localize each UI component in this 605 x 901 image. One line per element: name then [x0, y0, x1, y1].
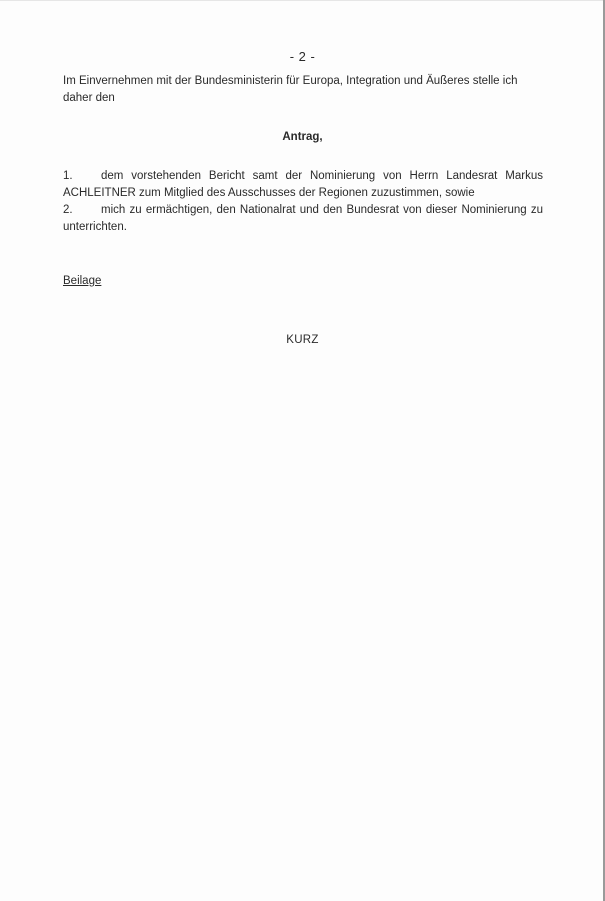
signature: KURZ	[286, 334, 319, 346]
page-number: - 2 -	[289, 49, 316, 64]
motion-item-1	[63, 168, 543, 202]
motion-item-line: ACHLEITNER zum Mitglied des Ausschusses der Regionen zuzustimmen, sowie	[63, 187, 475, 199]
motion-item-line: dem vorstehenden Bericht samt der Nominierung von Herrn Landesrat Markus	[101, 170, 543, 182]
intro-paragraph: Im Einvernehmen mit der Bundesministerin für Europa, Integration und Äußeres stelle ich daher den	[63, 75, 518, 104]
page-top-edge	[0, 0, 605, 1]
motion-heading: Antrag,	[282, 131, 323, 143]
motion-item-line: unterrichten.	[63, 221, 127, 233]
motion-item-number: 2.	[63, 204, 73, 216]
motion-item-line: mich zu ermächtigen, den Nationalrat und den Bundesrat von dieser Nominierung zu	[101, 204, 543, 216]
motion-item-number: 1.	[63, 170, 73, 182]
attachment-label: Beilage	[63, 275, 102, 287]
motion-item-2	[63, 202, 543, 236]
motion-list	[63, 168, 543, 236]
